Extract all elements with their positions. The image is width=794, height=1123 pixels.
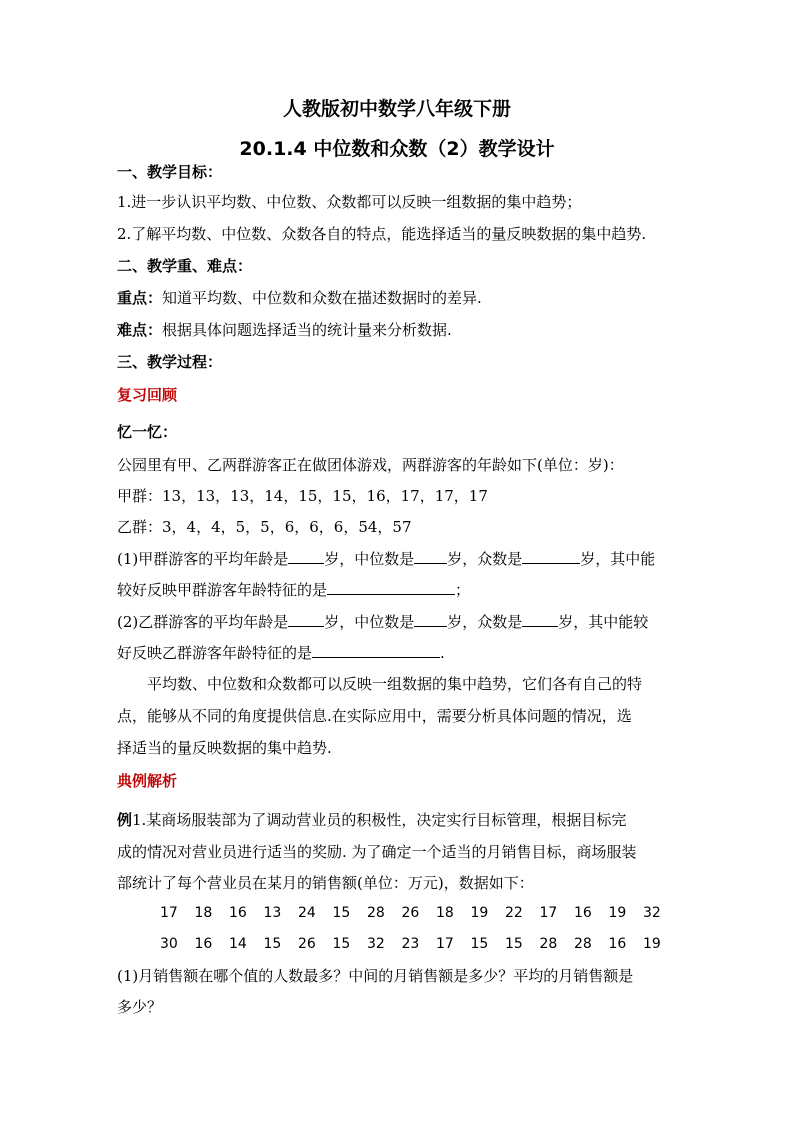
- sales-value: 17: [436, 936, 454, 952]
- sales-value: 28: [367, 905, 385, 921]
- q2-text-a: (2)乙群游客的平均年龄是: [117, 613, 289, 631]
- sales-value: 24: [298, 905, 316, 921]
- sales-value: 15: [505, 936, 523, 952]
- sales-value: 16: [574, 905, 592, 921]
- objective-item-1: 1.进一步认识平均数、中位数、众数都可以反映一组数据的集中趋势；: [117, 193, 582, 211]
- question-1-line-1: [117, 548, 655, 569]
- q1-blank-mean[interactable]: [288, 548, 324, 564]
- sales-value: 32: [367, 936, 385, 952]
- sales-value: 19: [643, 936, 661, 952]
- objective-item-2: 2.了解平均数、中位数、众数各自的特点，能选择适当的量反映数据的集中趋势.: [117, 225, 647, 243]
- q1-blank-median[interactable]: [414, 548, 447, 564]
- difficulty-line: [117, 320, 452, 340]
- q1-blank-best-measure[interactable]: [327, 579, 455, 595]
- sales-value: 23: [401, 936, 420, 952]
- sales-value: 13: [263, 905, 282, 921]
- q1-text-d: 岁，其中能: [580, 550, 656, 568]
- example-text-1: 1.某商场服装部为了调动营业员的积极性，决定实行目标管理，根据目标完: [132, 811, 627, 829]
- sales-value: 26: [401, 905, 420, 921]
- example-heading: 典例解析: [117, 772, 178, 790]
- question-2-line-1: [117, 611, 648, 632]
- group-b-ages: 乙群：3，4，4，5，5，6，6，6，54，57: [117, 518, 412, 536]
- review-heading: 复习回顾: [117, 386, 178, 404]
- recall-intro: 公园里有甲、乙两群游客正在做团体游戏，两群游客的年龄如下(单位：岁)：: [117, 456, 624, 474]
- q2-text-c: 岁，众数是: [447, 613, 523, 631]
- example-line-2: 成的情况对营业员进行适当的奖励. 为了确定一个适当的月销售目标，商场服装: [117, 843, 637, 861]
- sales-value: 15: [470, 936, 489, 952]
- sales-value: 28: [539, 936, 558, 952]
- sales-value: 30: [160, 936, 178, 952]
- sales-value: 15: [332, 905, 351, 921]
- q1-text-a: (1)甲群游客的平均年龄是: [117, 550, 289, 568]
- q2-text-b: 岁，中位数是: [324, 613, 415, 631]
- sales-value: 17: [160, 905, 178, 921]
- sales-value: 32: [643, 905, 661, 921]
- focus-line: [117, 288, 482, 308]
- q2-blank-mode[interactable]: [522, 611, 558, 627]
- example-line-1: [117, 810, 626, 830]
- objectives-heading: 一、教学目标：: [117, 163, 223, 181]
- sales-value: 16: [194, 936, 213, 952]
- summary-line-1: 平均数、中位数和众数都可以反映一组数据的集中趋势，它们各有自己的特: [147, 675, 643, 693]
- question-1-line-2: [117, 579, 470, 600]
- q2-text-e: 好反映乙群游客年龄特征的是: [117, 644, 313, 662]
- sales-data-row-1: [160, 903, 678, 923]
- example-label: 例: [117, 811, 133, 829]
- group-a-ages: 甲群：13，13，13，14，15，15，16，17，17，17: [117, 487, 488, 505]
- q1-text-e: 较好反映甲群游客年龄特征的是: [117, 581, 328, 599]
- summary-line-2: 点，能够从不同的角度提供信息.在实际应用中，需要分析具体问题的情况，选: [117, 707, 632, 725]
- q2-text-d: 岁，其中能较: [558, 613, 649, 631]
- sales-value: 19: [608, 905, 627, 921]
- focus-text: 知道平均数、中位数和众数在描述数据时的差异.: [162, 289, 482, 307]
- process-heading: 三、教学过程：: [117, 353, 223, 371]
- sales-value: 14: [229, 936, 247, 952]
- q2-text-end: .: [440, 644, 445, 662]
- focus-label: 重点：: [117, 289, 163, 307]
- recall-heading: 忆一忆：: [117, 423, 178, 441]
- difficulty-label: 难点：: [117, 321, 163, 339]
- sales-value: 16: [608, 936, 627, 952]
- sales-value: 15: [263, 936, 282, 952]
- document-title: 人教版初中数学八年级下册: [282, 98, 511, 120]
- sales-value: 26: [298, 936, 316, 952]
- example-question-1-line-2: 多少？: [117, 998, 163, 1016]
- q1-text-c: 岁，众数是: [447, 550, 523, 568]
- q1-text-b: 岁，中位数是: [324, 550, 415, 568]
- difficulty-text: 根据具体问题选择适当的统计量来分析数据.: [162, 321, 452, 339]
- sales-data-row-2: [160, 934, 678, 954]
- sales-value: 18: [436, 905, 454, 921]
- sales-value: 15: [332, 936, 351, 952]
- sales-value: 28: [574, 936, 592, 952]
- q1-text-end: ；: [455, 581, 471, 599]
- q1-blank-mode[interactable]: [522, 548, 580, 564]
- q2-blank-best-measure[interactable]: [312, 642, 440, 658]
- document-subtitle: 20.1.4 中位数和众数（2）教学设计: [239, 138, 555, 160]
- question-2-line-2: [117, 642, 445, 663]
- sales-value: 16: [229, 905, 247, 921]
- q2-blank-mean[interactable]: [288, 611, 324, 627]
- summary-line-3: 择适当的量反映数据的集中趋势.: [117, 739, 332, 757]
- q2-blank-median[interactable]: [414, 611, 447, 627]
- sales-value: 17: [539, 905, 558, 921]
- example-line-3: 部统计了每个营业员在某月的销售额(单位：万元)，数据如下：: [117, 874, 534, 892]
- sales-value: 18: [194, 905, 213, 921]
- sales-value: 19: [470, 905, 489, 921]
- key-points-heading: 二、教学重、难点：: [117, 257, 253, 275]
- example-question-1-line-1: (1)月销售额在哪个值的人数最多？中间的月销售额是多少？平均的月销售额是: [117, 967, 634, 985]
- sales-value: 22: [505, 905, 523, 921]
